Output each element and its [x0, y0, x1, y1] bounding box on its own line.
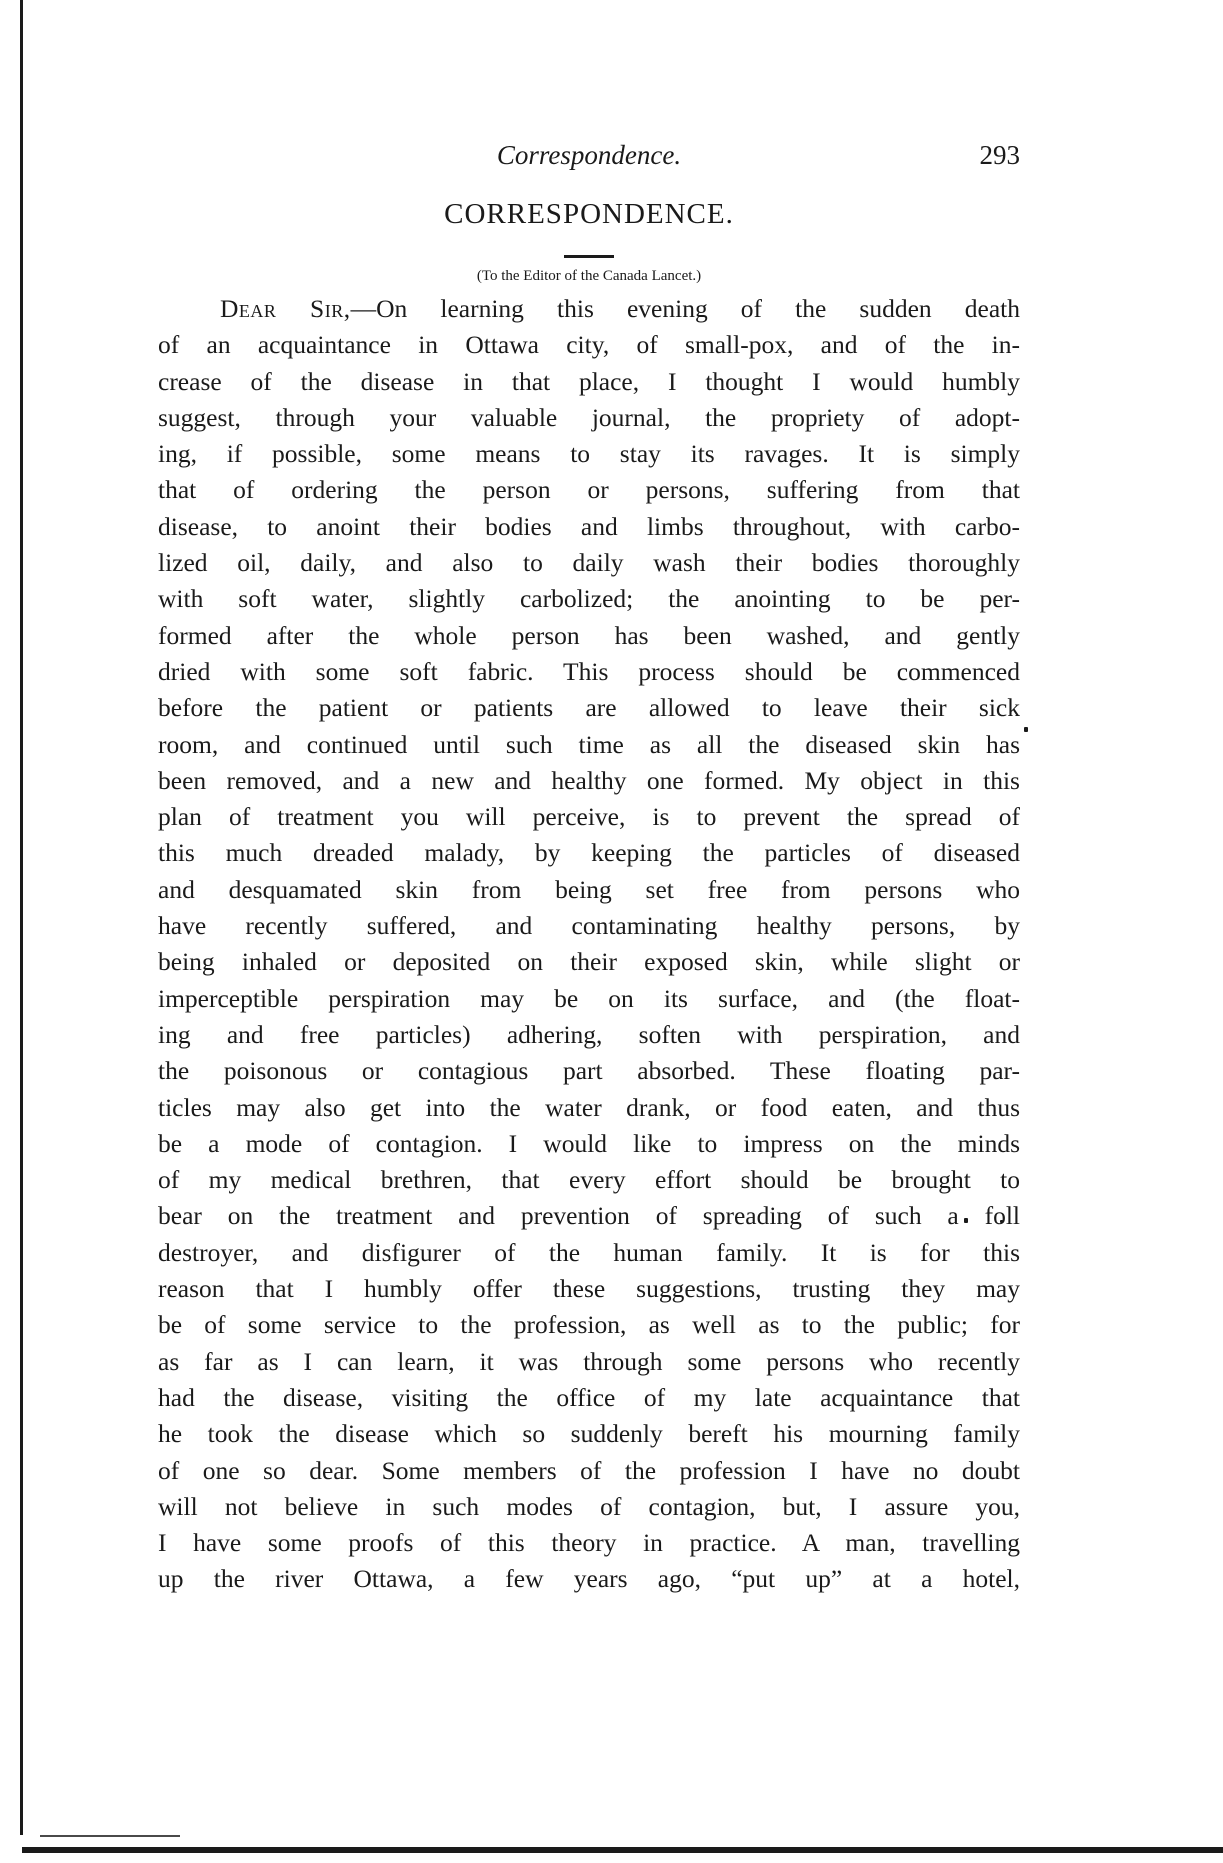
text-line: dried with some soft fabric. This process should be commenced — [158, 656, 1020, 686]
text-line: ing, if possible, some means to stay its ravages. It is simply — [158, 439, 1020, 469]
text-line: will not believe in such modes of contagion, but, I assure you, — [158, 1491, 1020, 1521]
text-line: destroyer, and disfigurer of the human family. It is for this — [158, 1237, 1020, 1267]
text-line: I have some proofs of this theory in practice. A man, travelling — [158, 1528, 1020, 1558]
text-line: disease, to anoint their bodies and limbs throughout, with carbo- — [158, 511, 1020, 541]
article-title: CORRESPONDENCE. — [444, 198, 734, 230]
text-line: he took the disease which so suddenly bereft his mourning family — [158, 1419, 1020, 1449]
running-head — [158, 140, 1020, 180]
page-left-border — [20, 0, 23, 1835]
text-line: of one so dear. Some members of the profession I have no doubt — [158, 1455, 1020, 1485]
page-bottom-border — [22, 1847, 1223, 1853]
page-number: 293 — [979, 140, 1020, 170]
text-line: this much dreaded malady, by keeping the particles of diseased — [158, 838, 1020, 868]
title-rule — [564, 255, 614, 258]
text-line: ticles may also get into the water drank, or food eaten, and thus — [158, 1092, 1020, 1122]
text-line: and desquamated skin from being set free from persons who — [158, 874, 1020, 904]
text-line: ing and free particles) adhering, soften with perspiration, and — [158, 1019, 1020, 1049]
printed-page — [158, 140, 1020, 1598]
text-line: room, and continued until such time as all the diseased skin has — [158, 729, 1020, 759]
text-line: of an acquaintance in Ottawa city, of small-pox, and of the in- — [158, 330, 1020, 360]
text-line: crease of the disease in that place, I thought I would humbly — [158, 366, 1020, 396]
text-line: be a mode of contagion. I would like to impress on the minds — [158, 1128, 1020, 1158]
page-bottom-rule — [40, 1835, 180, 1837]
text-line: the poisonous or contagious part absorbed. These floating par- — [158, 1056, 1020, 1086]
text-line: before the patient or patients are allowed to leave their sick — [158, 693, 1020, 723]
text-line: imperceptible perspiration may be on its surface, and (the float- — [158, 983, 1020, 1013]
text-line: suggest, through your valuable journal, the propriety of adopt- — [158, 402, 1020, 432]
text-line: of my medical brethren, that every effort should be brought to — [158, 1165, 1020, 1195]
text-line: lized oil, daily, and also to daily wash their bodies thoroughly — [158, 548, 1020, 578]
text-line: formed after the whole person has been washed, and gently — [158, 620, 1020, 650]
text-line: being inhaled or deposited on their exposed skin, while slight or — [158, 947, 1020, 977]
text-line: been removed, and a new and healthy one formed. My object in this — [158, 765, 1020, 795]
text-line: be of some service to the profession, as well as to the public; for — [158, 1310, 1020, 1340]
text-line: had the disease, visiting the office of my late acquaintance that — [158, 1382, 1020, 1412]
running-title: Correspondence. — [496, 140, 682, 170]
first-line-text: —On learning this evening of the sudden death — [350, 294, 1020, 323]
text-line: that of ordering the person or persons, suffering from that — [158, 475, 1020, 505]
text-line: have recently suffered, and contaminating healthy persons, by — [158, 911, 1020, 941]
text-line: up the river Ottawa, a few years ago, “put up” at a hotel, — [158, 1564, 1020, 1594]
addressee-line: (To the Editor of the Canada Lancet.) — [476, 268, 702, 284]
text-line — [158, 291, 1020, 327]
text-line: plan of treatment you will perceive, is to prevent the spread of — [158, 802, 1020, 832]
letter-body — [158, 291, 1020, 1598]
text-line: reason that I humbly offer these suggestions, trusting they may — [158, 1274, 1020, 1304]
text-line: as far as I can learn, it was through some persons who recently — [158, 1346, 1020, 1376]
text-line: bear on the treatment and prevention of spreading of such a foll — [158, 1201, 1020, 1231]
print-speck — [1024, 727, 1028, 732]
text-line: with soft water, slightly carbolized; the anointing to be per- — [158, 584, 1020, 614]
salutation: Dear Sir, — [220, 294, 351, 323]
